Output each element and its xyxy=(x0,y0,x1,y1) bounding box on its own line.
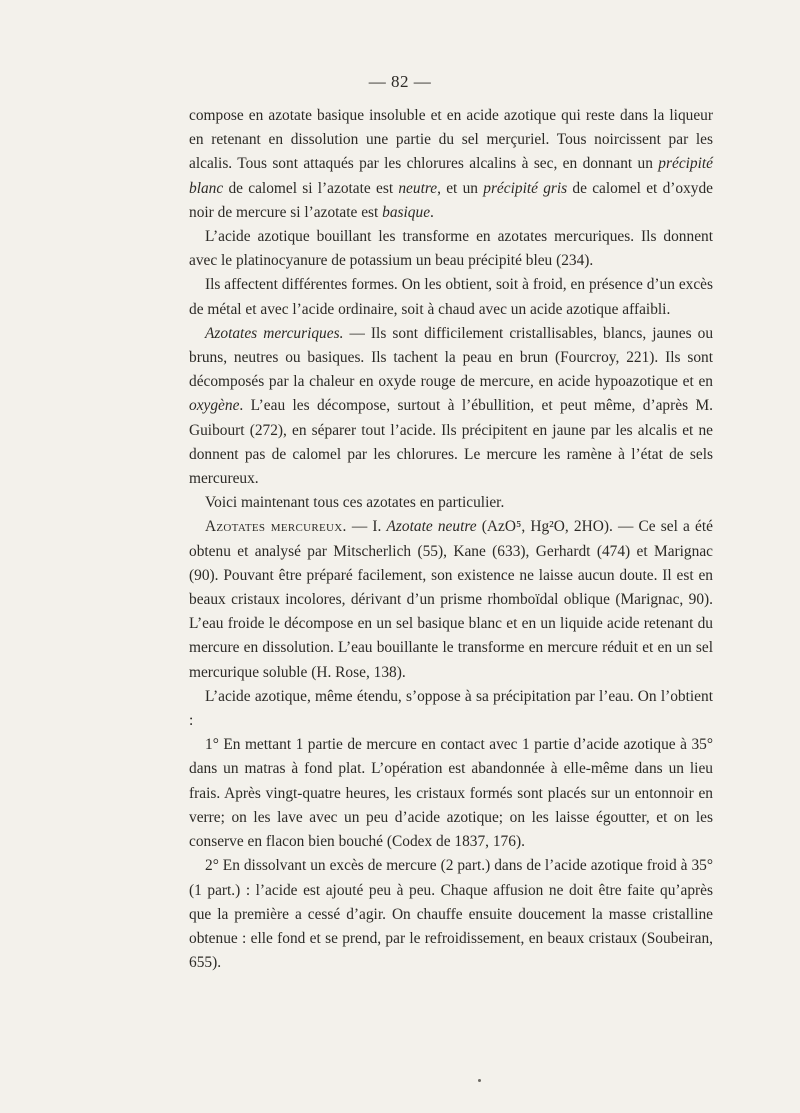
paragraph-1-text-e: . xyxy=(430,203,434,221)
body-text xyxy=(189,104,713,975)
paragraph-4 xyxy=(189,322,713,491)
paragraph-1-italic-c: précipité gris xyxy=(483,179,568,197)
paragraph-2: L’acide azotique bouillant les transforme en azotates mercuriques. Ils donnent avec le platinocyanure de potassium un beau précipité bleu (234). xyxy=(189,228,713,270)
paragraph-1 xyxy=(189,104,713,225)
paragraph-5: Voici maintenant tous ces azotates en particulier. xyxy=(205,494,505,512)
paragraph-1-italic-a: précipité blanc xyxy=(189,155,713,197)
section-heading-azotates-mercuriques: Azotates mercuriques. xyxy=(205,324,344,342)
paragraph-1-text-c: , et un xyxy=(437,179,484,197)
paragraph-1-text-b: de calomel si l’azotate est xyxy=(223,179,399,197)
paragraph-1-text-d: de calomel et d’oxyde noir de mercure si l’azotate est xyxy=(189,179,714,221)
section-heading-azotates-mercureux: Azotates mercureux. xyxy=(205,518,347,536)
paragraph-4-text-a: — Ils sont difficilement cristallisables, blancs, jaunes ou bruns, neutres ou basiques. Ils tachent la peau en brun (Fourcroy, 221). Ils sont décomposés par la chaleur en oxyde rouge de mercure, en acide hypoazotique et en xyxy=(189,324,714,391)
paragraph-1-text-a: compose en azotate basique insoluble et en acide azotique qui reste dans la liqueur en retenant en dissolution une partie du sel merçuriel. Tous noircissent par les alcalis. Tous sont attaqués par les chlorures alcalins à sec, en donnant un xyxy=(189,107,713,173)
paragraph-8: 1° En mettant 1 partie de mercure en contact avec 1 partie d’acide azotique à 35° dans un matras à fond plat. L’opération est abandonnée à elle-même dans un lieu frais. Après vingt-quatre heures, les cristaux formés sont placés sur un entonnoir en verre; on les lave avec un peu d’acide azotique; on les laisse égoutter, et on les conserve en flacon bien bouché (Codex de 1837, 176). xyxy=(189,736,713,851)
paragraph-4-italic-oxygene: oxygène xyxy=(189,397,240,415)
paragraph-4-text-b: . L’eau les décompose, surtout à l’ébullition, et peut même, d’après M. Guibourt (272), en séparer tout l’acide. Ils précipitent en jaune par les alcalis et ne donnent pas de calomel par les chlorures. Le mercure les ramène à l’état de sels mercureux. xyxy=(189,397,713,488)
page-number: — 82 — xyxy=(368,72,432,91)
paragraph-6-text-b: (AzO⁵, Hg²O, 2HO). — Ce sel a été obtenu et analysé par Mitscherlich (55), Kane (633), Gerhardt (474) et Marignac (90). Pouvant être préparé facilement, son existence ne laisse aucun doute. Il est en beaux cristaux incolores, dérivant d’un prisme rhomboïdal oblique (Marignac, 90). L’eau froide le décompose en un sel basique blanc et en un liquide acide retenant du mercure en dissolution. L’eau bouillante le transforme en mercure réduit et en un sel mercurique soluble (H. Rose, 138). xyxy=(189,518,713,681)
paragraph-7: L’acide azotique, même étendu, s’oppose à sa précipitation par l’eau. On l’obtient : xyxy=(189,687,713,730)
paragraph-9: 2° En dissolvant un excès de mercure (2 part.) dans de l’acide azotique froid à 35° (1 part.) : l’acide est ajouté peu à peu. Chaque affusion ne doit être faite qu’après que la première a cessé d’agir. On chauffe ensuite doucement la masse cristalline obtenue : elle fond et se prend, par le refroidissement, en beaux cristaux (Soubeiran, 655). xyxy=(189,857,713,972)
paragraph-6 xyxy=(189,515,713,684)
paragraph-6-italic-azotate-neutre: Azotate neutre xyxy=(386,518,477,536)
paragraph-3: Ils affectent différentes formes. On les obtient, soit à froid, en présence d’un excès de métal et avec l’acide ordinaire, soit à chaud avec un acide azotique affaibli. xyxy=(189,276,713,318)
paragraph-6-text-a: — I. xyxy=(346,518,387,536)
paragraph-1-italic-d: basique xyxy=(382,203,431,221)
page-speck xyxy=(478,1079,481,1082)
paragraph-1-italic-b: neutre xyxy=(398,179,438,197)
